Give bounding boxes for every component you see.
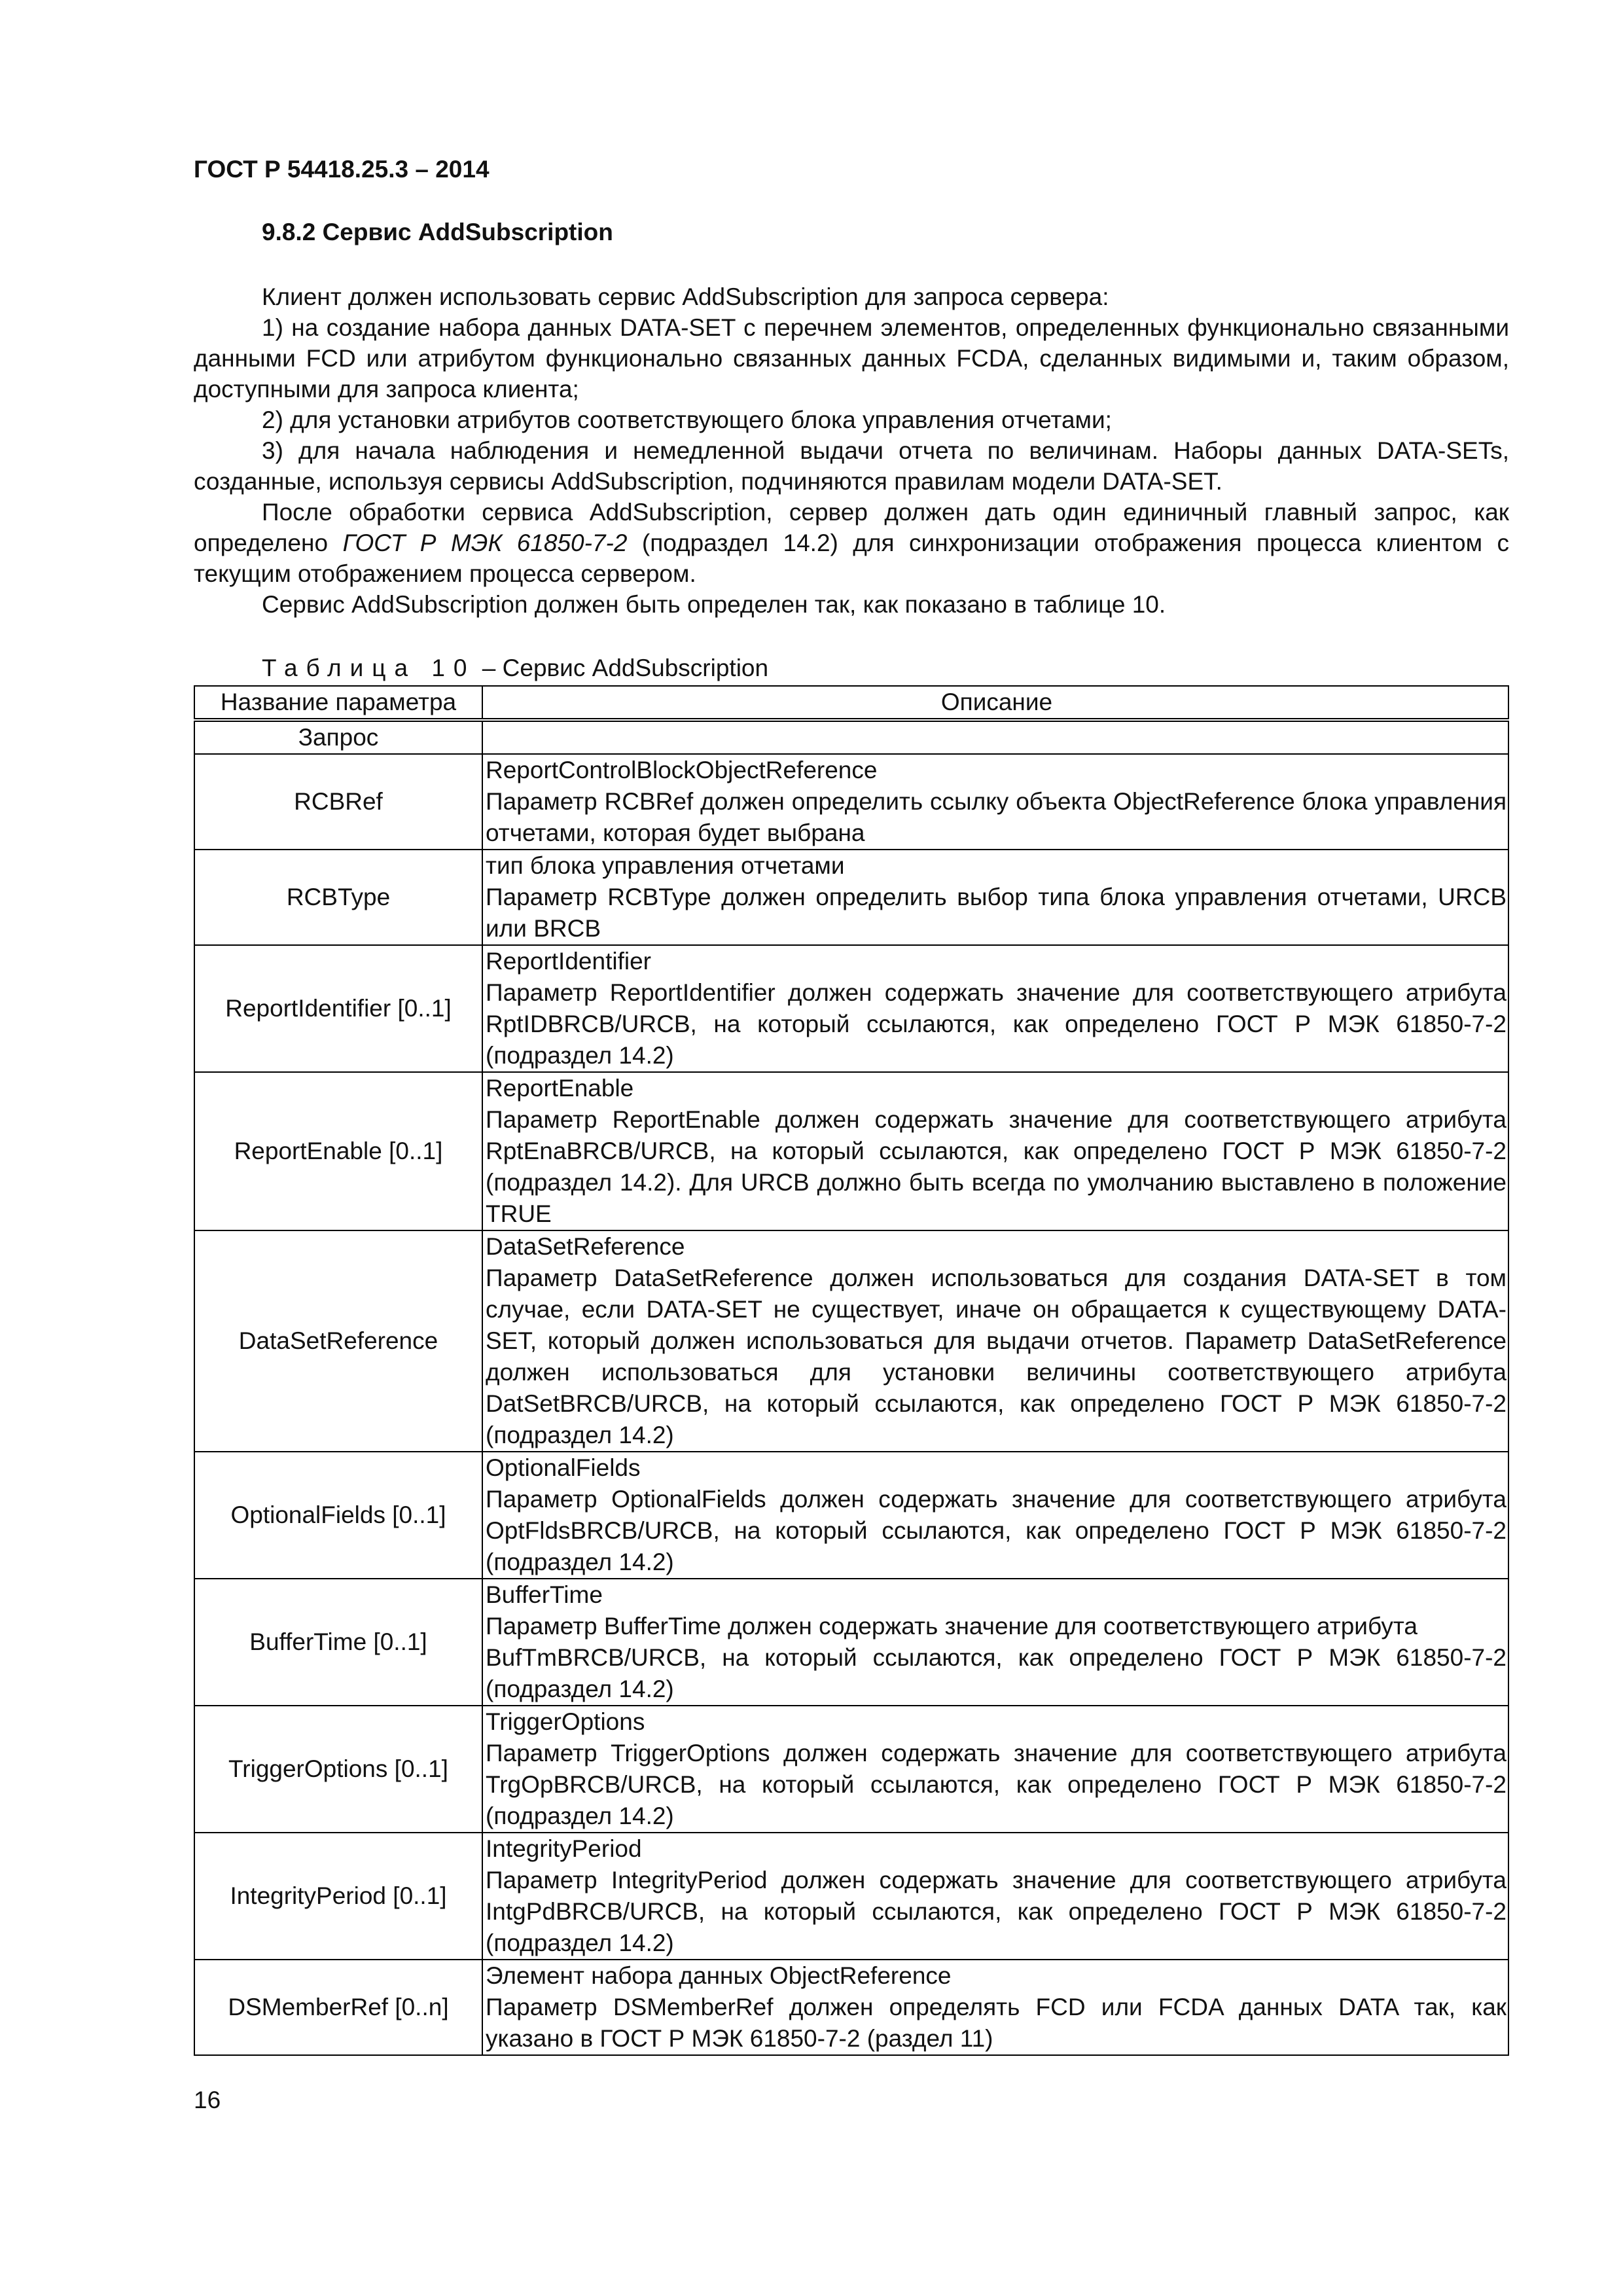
parameter-name-cell: OptionalFields [0..1]	[194, 1452, 482, 1579]
parameter-description-cell	[482, 945, 1508, 1072]
paragraph-table-reference: Сервис AddSubscription должен быть определен так, как показано в таблице 10.	[262, 591, 1166, 618]
parameter-description: Параметр TriggerOptions должен содержать значение для соответствующего атрибута TrgOpBRCB/URCB, на который ссылаются, как определено ГОСТ Р МЭК 61850-7-2 (подраздел 14.2)	[486, 1740, 1507, 1829]
table-row	[194, 1230, 1508, 1452]
column-header-description: Описание	[482, 686, 1508, 720]
parameter-description: Параметр ReportEnable должен содержать значение для соответствующего атрибута RptEnaBRCB/URCB, на который ссылаются, как определено ГОСТ Р МЭК 61850-7-2 (подраздел 14.2). Для URCB должно быть всегда по умолчанию выставлено в положение TRUE	[486, 1106, 1507, 1227]
parameter-description: Параметр ReportIdentifier должен содержать значение для соответствующего атрибута RptIDBRCB/URCB, на который ссылаются, как определено ГОСТ Р МЭК 61850-7-2 (подраздел 14.2)	[486, 979, 1507, 1069]
parameter-description: Параметр DataSetReference должен использоваться для создания DATA-SET в том случае, если DATA-SET не существует, иначе он обращается к существующему DATA-SET, который должен использоваться для выдачи отчетов. Параметр DataSetReference должен использоваться для установки величины соответствующего атрибута DatSetBRCB/URCB, на который ссылаются, как определено ГОСТ Р МЭК 61850-7-2 (подраздел 14.2)	[486, 1265, 1507, 1448]
paragraph-item-2: 2) для установки атрибутов соответствующего блока управления отчетами;	[262, 406, 1112, 433]
parameter-title: тип блока управления отчетами	[486, 852, 845, 879]
parameter-description-cell	[482, 1452, 1508, 1579]
paragraph-intro: Клиент должен использовать сервис AddSubscription для запроса сервера:	[262, 283, 1109, 310]
parameter-name-cell: IntegrityPeriod [0..1]	[194, 1833, 482, 1960]
paragraph-after-text-a: После обработки сервиса AddSubscription, сервер должен дать один единичный главный запрос, как определено	[194, 499, 1509, 556]
parameter-title: ReportControlBlockObjectReference	[486, 757, 878, 783]
parameter-name-cell: RCBRef	[194, 754, 482, 850]
paragraph-item-3: 3) для начала наблюдения и немедленной выдачи отчета по величинам. Наборы данных DATA-SETs, созданные, используя сервисы AddSubscription, подчиняются правилам модели DATA-SET.	[194, 437, 1509, 495]
parameter-name-cell: DSMemberRef [0..n]	[194, 1960, 482, 2055]
parameter-title: OptionalFields	[486, 1454, 641, 1481]
parameter-title: ReportIdentifier	[486, 948, 651, 975]
parameter-description-cell	[482, 1833, 1508, 1960]
table-row	[194, 1833, 1508, 1960]
table-row	[194, 1452, 1508, 1579]
table-caption	[262, 655, 768, 682]
parameter-description: Параметр OptionalFields должен содержать значение для соответствующего атрибута OptFldsBRCB/URCB, на который ссылаются, как определено ГОСТ Р МЭК 61850-7-2 (подраздел 14.2)	[486, 1486, 1507, 1575]
parameter-description: Параметр DSMemberRef должен определять FCD или FCDA данных DATA так, как указано в ГОСТ Р МЭК 61850-7-2 (раздел 11)	[486, 1994, 1507, 2052]
parameter-description-cell	[482, 850, 1508, 945]
parameter-name-cell: ReportEnable [0..1]	[194, 1072, 482, 1230]
paragraph-after-text-b: (подраздел 14.2) для синхронизации отображения процесса клиентом с текущим отображением процесса сервером.	[194, 529, 1510, 587]
table-row	[194, 945, 1508, 1072]
request-row	[194, 720, 1508, 754]
request-label: Запрос	[194, 720, 482, 754]
parameter-description-continued: BufTmBRCB/URCB, на который ссылаются, как определено ГОСТ Р МЭК 61850-7-2 (подраздел 14.2)	[486, 1644, 1507, 1702]
column-header-parameter: Название параметра	[194, 686, 482, 720]
parameter-description-cell	[482, 1960, 1508, 2055]
parameter-description: Параметр RCBType должен определить выбор типа блока управления отчетами, URCB или BRCB	[486, 884, 1507, 942]
parameter-title: ReportEnable	[486, 1075, 634, 1102]
parameter-description-cell	[482, 1706, 1508, 1833]
table-row	[194, 1706, 1508, 1833]
parameter-description-cell	[482, 1579, 1508, 1706]
table-caption-label: Таблица 10	[262, 655, 476, 681]
paragraph-after-processing	[194, 497, 1509, 589]
document-header: ГОСТ Р 54418.25.3 – 2014	[194, 156, 490, 183]
standard-reference: ГОСТ Р МЭК 61850-7-2	[342, 529, 628, 556]
paragraph-item-1: 1) на создание набора данных DATA-SET с перечнем элементов, определенных функционально связанными данными FCD или атрибутом функционально связанных данных FCDA, сделанных видимыми и, таким образом, доступными для запроса клиента;	[194, 314, 1509, 403]
parameter-name-cell: TriggerOptions [0..1]	[194, 1706, 482, 1833]
parameter-description-cell	[482, 1072, 1508, 1230]
table-caption-text: – Сервис AddSubscription	[482, 655, 769, 681]
parameter-title: TriggerOptions	[486, 1708, 645, 1735]
table-row	[194, 754, 1508, 850]
parameter-name-cell: BufferTime [0..1]	[194, 1579, 482, 1706]
parameter-title: DataSetReference	[486, 1233, 685, 1260]
parameter-description-cell	[482, 1230, 1508, 1452]
parameter-title: BufferTime	[486, 1581, 603, 1608]
page-number: 16	[194, 2087, 221, 2113]
table-row	[194, 1960, 1508, 2055]
parameter-title: IntegrityPeriod	[486, 1835, 642, 1862]
parameter-description: Параметр RCBRef должен определить ссылку объекта ObjectReference блока управления отчетами, которая будет выбрана	[486, 788, 1507, 846]
parameter-description: Параметр IntegrityPeriod должен содержать значение для соответствующего атрибута IntgPdBRCB/URCB, на который ссылаются, как определено ГОСТ Р МЭК 61850-7-2 (подраздел 14.2)	[486, 1867, 1507, 1956]
table-header-row	[194, 686, 1508, 720]
request-empty-cell	[482, 720, 1508, 754]
parameter-description: Параметр BufferTime должен содержать значение для соответствующего атрибута	[486, 1613, 1418, 1640]
table-row	[194, 850, 1508, 945]
parameter-name-cell: RCBType	[194, 850, 482, 945]
section-title: 9.8.2 Сервис AddSubscription	[262, 219, 613, 245]
parameters-table	[194, 685, 1509, 2056]
parameter-name-cell: ReportIdentifier [0..1]	[194, 945, 482, 1072]
table-row	[194, 1579, 1508, 1706]
parameter-description-cell	[482, 754, 1508, 850]
table-row	[194, 1072, 1508, 1230]
parameter-name-cell: DataSetReference	[194, 1230, 482, 1452]
parameter-title: Элемент набора данных ObjectReference	[486, 1962, 952, 1989]
